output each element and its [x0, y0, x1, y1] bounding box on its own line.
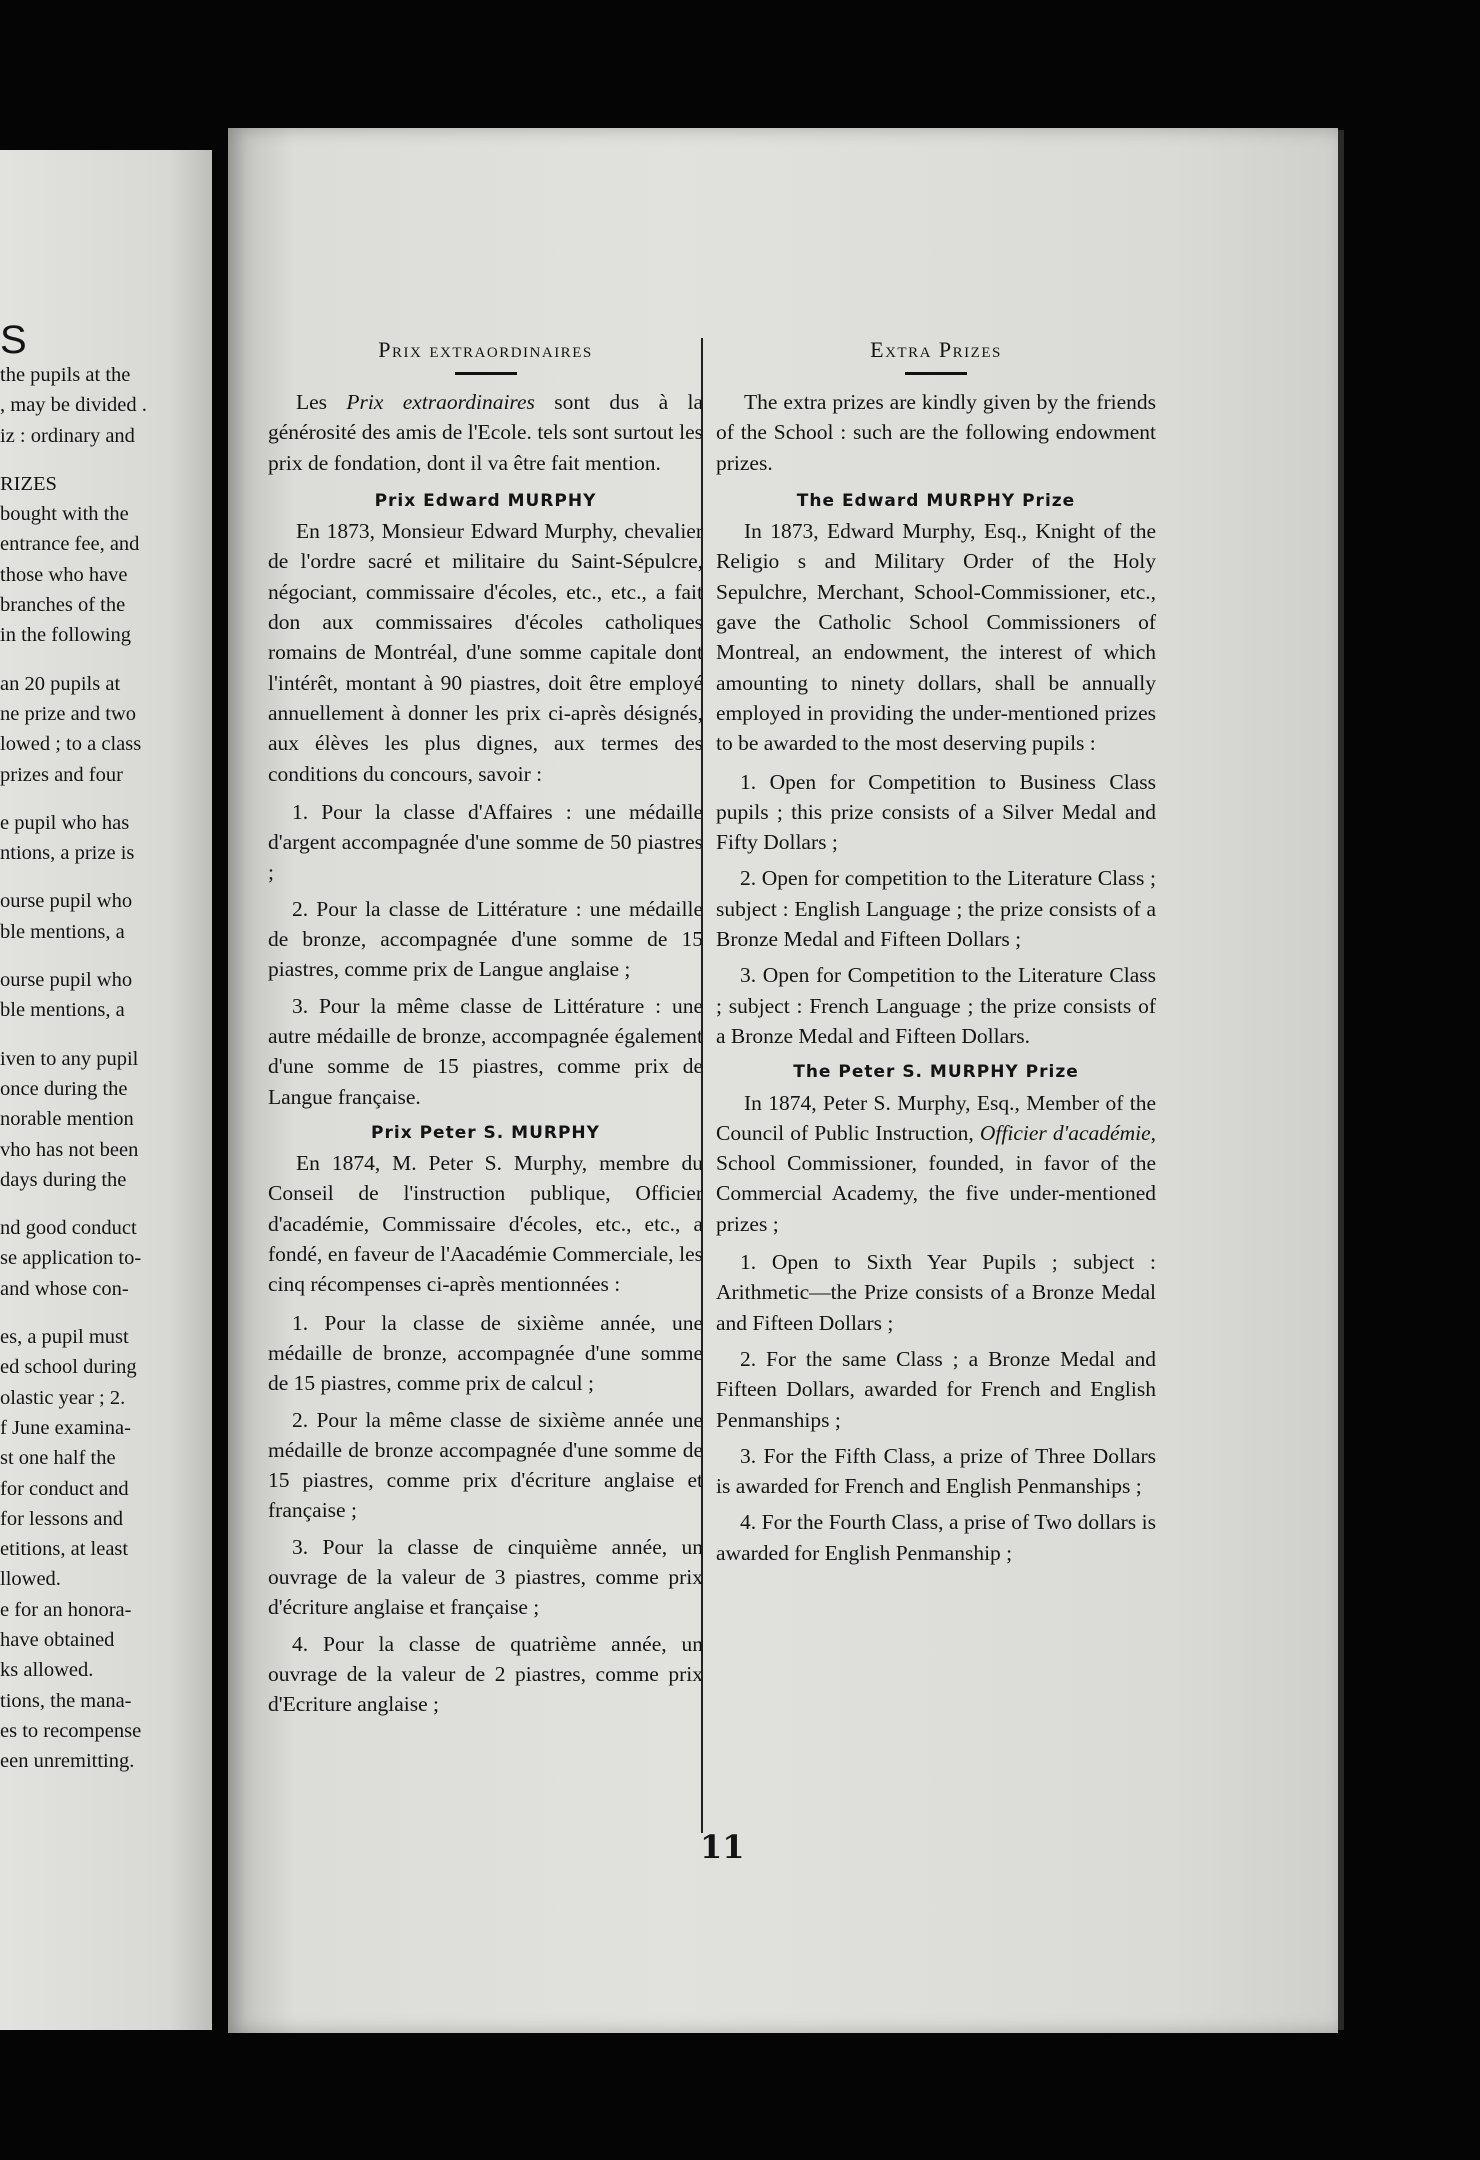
- left-line: ourse pupil who: [0, 890, 133, 913]
- left-line: in the following: [0, 624, 131, 647]
- french-intro-rest: sont dus à la générosité des amis de l'Ecole. tels sont surtout les prix de fondation, dont il va être fait mention.: [268, 390, 703, 475]
- left-line: and whose con-: [0, 1277, 129, 1300]
- french-heading-rule: [455, 372, 517, 375]
- left-line: ble mentions, a: [0, 999, 125, 1022]
- left-line: those who have: [0, 563, 128, 586]
- left-line: bought with the: [0, 503, 129, 526]
- main-page: [228, 128, 1338, 2033]
- left-line: an 20 pupils at: [0, 672, 121, 695]
- french-intro-lead: Les: [296, 390, 347, 414]
- english-peter-item: 3. For the Fifth Class, a prize of Three Dollars is awarded for French and English Penmanships ;: [716, 1443, 1156, 1499]
- english-peter-item: 1. Open to Sixth Year Pupils ; subject : Arithmetic—the Prize consists of a Bronze Medal and Fifteen Dollars ;: [716, 1250, 1156, 1335]
- left-line: have obtained: [0, 1628, 115, 1651]
- english-intro: The extra prizes are kindly given by the friends of the School : such are the following endowment prizes.: [716, 390, 1156, 475]
- left-line: vho has not been: [0, 1138, 139, 1161]
- english-edward-item: 3. Open for Competition to the Literature Class ; subject : French Language ; the prize consists of a Bronze Medal and Fifteen Dollars.: [716, 963, 1156, 1048]
- english-peter-title: The Peter S. MURPHY Prize: [793, 1062, 1079, 1083]
- left-line: es to recompense: [0, 1719, 142, 1742]
- english-edward-item: 2. Open for competition to the Literature Class ; subject : English Language ; the prize consists of a Bronze Medal and Fifteen Dollars ;: [716, 866, 1156, 952]
- english-peter-text: [716, 1088, 1156, 1239]
- left-line: es, a pupil must: [0, 1326, 129, 1349]
- left-line: nd good conduct: [0, 1217, 137, 1240]
- left-line: , may be divided .: [0, 394, 147, 417]
- left-line: entrance fee, and: [0, 533, 140, 556]
- left-facing-page: [0, 150, 212, 2030]
- left-page-heading-fragment: S: [0, 318, 27, 362]
- french-edward-text: En 1873, Monsieur Edward Murphy, chevalier de l'ordre sacré et militaire du Saint-Sépulcre, négociant, commissaire d'écoles, etc., etc., a fait don aux commissaires d'écoles catholiques romains de Montréal, d'une somme capitale dont l'intérêt, montant à 90 piastres, doit être employé annuellement à donner les prix ci-après désignés, aux élèves les plus dignes, aux termes des conditions du concours, savoir :: [268, 519, 703, 786]
- left-line: for lessons and: [0, 1507, 123, 1530]
- left-line: days during the: [0, 1168, 127, 1191]
- left-line: ks allowed.: [0, 1659, 94, 1682]
- page-edge-shadow: [1338, 130, 1344, 2030]
- left-line: llowed.: [0, 1568, 61, 1591]
- left-line: iven to any pupil: [0, 1047, 139, 1070]
- english-heading: Extra Prizes: [870, 337, 1002, 362]
- english-peter-item: 2. For the same Class ; a Bronze Medal and Fifteen Dollars, awarded for French and English Penmanships ;: [716, 1346, 1156, 1432]
- english-column: [716, 333, 1156, 1574]
- left-line: once during the: [0, 1077, 128, 1100]
- english-edward-title: The Edward MURPHY Prize: [796, 490, 1076, 511]
- french-column: [268, 333, 703, 1725]
- left-page-text: [0, 360, 170, 1776]
- french-peter-item: 2. Pour la même classe de sixième année une médaille de bronze accompagnée d'une somme de 15 piastres, comme prix d'écriture anglaise et française ;: [268, 1407, 703, 1523]
- left-line: branches of the: [0, 594, 126, 617]
- french-peter-item: 3. Pour la classe de cinquième année, un ouvrage de la valeur de 3 piastres, comme prix d'écriture anglaise et française ;: [268, 1534, 703, 1620]
- french-heading: Prix extraordinaires: [378, 337, 593, 362]
- french-edward-item: 2. Pour la classe de Littérature : une médaille de bronze, accompagnée d'une somme de 15 piastres, comme prix de Langue anglaise ;: [268, 896, 703, 982]
- left-line: for conduct and: [0, 1477, 129, 1500]
- left-line: iz : ordinary and: [0, 424, 135, 447]
- left-line: e for an honora-: [0, 1598, 132, 1621]
- page-number: 11: [700, 1828, 745, 1866]
- french-edward-title: Prix Edward MURPHY: [374, 490, 597, 511]
- left-line: se application to-: [0, 1247, 142, 1270]
- english-peter-text-a: In 1874, Peter S. Murphy, Esq., Member of the Council of Public Instruction,: [716, 1090, 1156, 1145]
- left-line: norable mention: [0, 1108, 134, 1131]
- left-line: olastic year ; 2.: [0, 1386, 126, 1409]
- french-peter-title: Prix Peter S. MURPHY: [371, 1122, 600, 1143]
- left-line: prizes and four: [0, 763, 123, 786]
- french-peter-item: 4. Pour la classe de quatrième année, un ouvrage de la valeur de 2 piastres, comme prix d'Ecriture anglaise ;: [268, 1631, 703, 1717]
- english-peter-item: 4. For the Fourth Class, a prise of Two dollars is awarded for English Penmanship ;: [716, 1510, 1156, 1565]
- left-line: the pupils at the: [0, 364, 131, 386]
- left-line: f June examina-: [0, 1416, 131, 1439]
- french-edward-item: 1. Pour la classe d'Affaires : une médaille d'argent accompagnée d'une somme de 50 piastres ;: [268, 799, 703, 885]
- left-line: etitions, at least: [0, 1538, 129, 1561]
- left-line: st one half the: [0, 1447, 116, 1470]
- english-peter-text-b: , School Commissioner, founded, in favor of the Commercial Academy, the five under-mentioned prizes ;: [716, 1120, 1156, 1236]
- french-intro: [268, 387, 703, 478]
- left-line: een unremitting.: [0, 1750, 135, 1773]
- french-peter-item: 1. Pour la classe de sixième année, une médaille de bronze, accompagnée d'une somme de 15 piastres, comme prix de calcul ;: [268, 1310, 703, 1396]
- left-line: ntions, a prize is: [0, 842, 135, 865]
- english-edward-item: 1. Open for Competition to Business Class pupils ; this prize consists of a Silver Medal and Fifty Dollars ;: [716, 769, 1156, 855]
- english-edward-text: In 1873, Edward Murphy, Esq., Knight of the Religio s and Military Order of the Holy Sepulchre, Merchant, School-Commissioner, etc., gave the Catholic School Commissioners of Montreal, an endowment, the interest of which amounting to ninety dollars, shall be annually employed in providing the under-mentioned prizes to be awarded to the most deserving pupils :: [716, 519, 1156, 756]
- left-line: ourse pupil who: [0, 969, 133, 992]
- left-line: lowed ; to a class: [0, 733, 142, 756]
- french-edward-item: 3. Pour la même classe de Littérature : une autre médaille de bronze, accompagnée également d'une somme de 15 piastres, comme prix de Langue française.: [268, 993, 703, 1109]
- left-line: tions, the mana-: [0, 1689, 132, 1712]
- left-line: ne prize and two: [0, 702, 137, 725]
- french-intro-italic: Prix extraordinaires: [346, 390, 535, 414]
- left-line: ed school during: [0, 1356, 137, 1379]
- english-heading-rule: [905, 372, 967, 375]
- left-line: e pupil who has: [0, 811, 130, 834]
- english-peter-text-italic: Officier d'académie: [979, 1120, 1151, 1145]
- left-line: ble mentions, a: [0, 920, 125, 943]
- left-line: RIZES: [0, 472, 57, 495]
- french-peter-text: En 1874, M. Peter S. Murphy, membre du Conseil de l'instruction publique, Officier d'académie, Commissaire d'écoles, etc., etc., a fondé, en faveur de l'Aacadémie Commerciale, les cinq récompenses ci-après mentionnées :: [268, 1151, 703, 1297]
